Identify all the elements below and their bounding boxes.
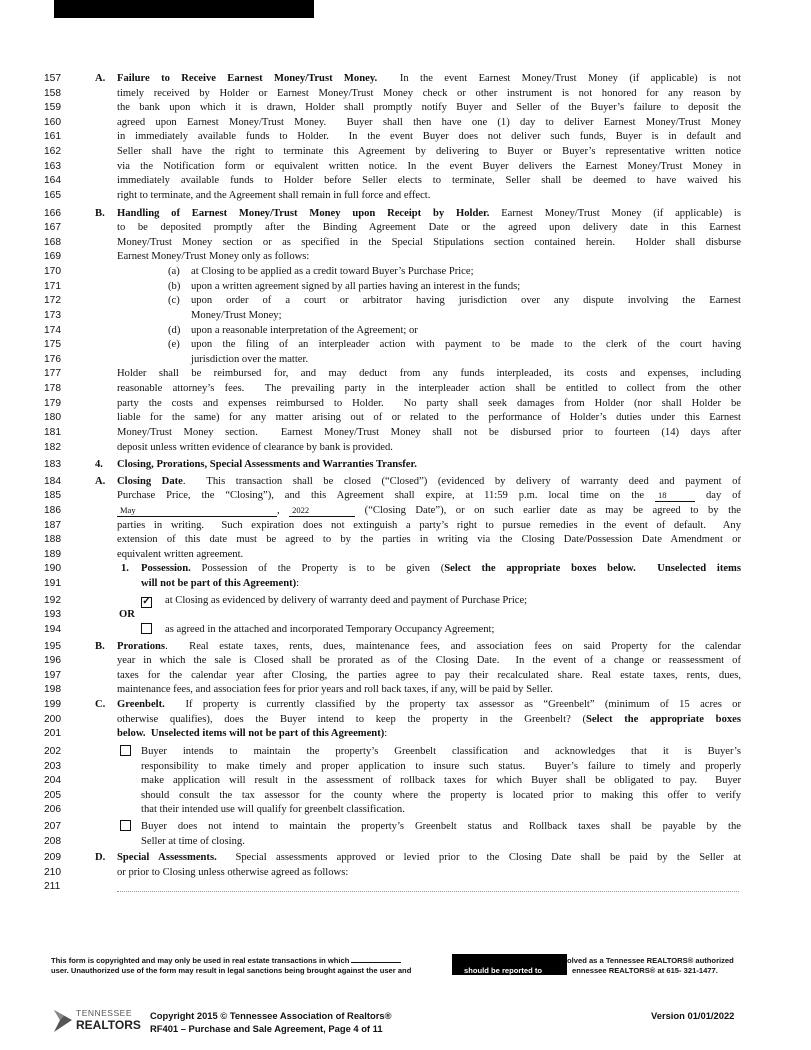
footer-line-2-text-b: should be reported to: [464, 966, 543, 975]
section-label: C.: [95, 699, 106, 711]
doc-line: [0, 189, 811, 203]
fill-in-value: 2022: [292, 504, 310, 515]
text-run: Possession.: [141, 563, 191, 575]
doc-line: [0, 640, 811, 654]
line-text: [117, 727, 387, 741]
text-run: should consult the tax assessor for the county where the property is located prior to making this offer to verify: [141, 789, 741, 801]
text-run: . This transaction shall be closed (“Closed”) (evidenced by delivery of warranty deed and payment of: [182, 475, 741, 487]
text-run: Special assessments approved or levied prior to the Closing Date shall be paid by the Seller at: [216, 852, 741, 864]
footer-line-2: [51, 966, 411, 975]
section-label: A.: [95, 475, 106, 487]
text-run: extension of this date must be agreed to by the parties in writing via the Closing Date/Possession Date Amendment or: [117, 534, 741, 546]
line-number: 163: [44, 160, 61, 172]
line-text: [117, 207, 741, 221]
fill-in-value: 18: [658, 490, 667, 501]
doc-line: [0, 426, 811, 440]
doc-line: [0, 207, 811, 221]
text-run: will not be part of this Agreement): [141, 578, 297, 590]
text-run: agreed upon Earnest Money/Trust Money. Buyer shall then have one (1) day to deliver Earnest Money/Trust Money: [117, 116, 741, 128]
text-run: Greenbelt.: [117, 699, 165, 711]
text-run: Holder shall be reimbursed for, and may deduct from any funds interpleaded, its costs and expenses, including: [117, 368, 741, 380]
line-number: 159: [44, 102, 61, 114]
line-number: 200: [44, 713, 61, 725]
doc-line: [0, 577, 811, 591]
doc-line: [0, 774, 811, 788]
text-run: at Closing to be applied as a credit toward Buyer’s Purchase Price;: [191, 266, 474, 278]
doc-line: [0, 397, 811, 411]
line-number: 167: [44, 222, 61, 234]
section-label: B.: [95, 207, 105, 219]
line-text: [117, 130, 741, 144]
line-text: [117, 866, 348, 880]
doc-line: [0, 309, 811, 323]
section-label: (b): [168, 280, 181, 292]
footer-line-1-text-b: olved as a Tennessee REALTORS® authorized: [567, 956, 734, 965]
doc-line: [0, 458, 811, 472]
doc-line: [0, 623, 811, 637]
text-run: Possession of the Property is to be given (: [190, 563, 445, 575]
line-text: [117, 851, 741, 865]
line-number: 206: [44, 804, 61, 816]
line-number: 201: [44, 728, 61, 740]
line-text: [141, 820, 741, 834]
line-number: 173: [44, 309, 61, 321]
text-run: parties in writing. Such expiration does not extinguish a party’s right to pursue remedies in the event of default. Any: [117, 519, 741, 531]
doc-line: [0, 221, 811, 235]
text-run: day of: [695, 490, 741, 502]
doc-line: [0, 382, 811, 396]
line-text: [141, 789, 741, 803]
text-run: jurisdiction over the matter.: [191, 353, 309, 365]
doc-line: [0, 489, 811, 503]
text-run: . Real estate taxes, rents, dues, maintenance fees, and association fees on said Property for the calendar: [165, 640, 741, 652]
line-text: [117, 548, 243, 562]
text-run: deposit unless written evidence of clearance by bank is provided.: [117, 441, 393, 453]
text-run: maintenance fees, and association fees for prior years and roll back taxes, if any, will be paid by Seller.: [117, 684, 553, 696]
doc-line: [0, 548, 811, 562]
doc-line: [0, 87, 811, 101]
doc-line: [0, 866, 811, 880]
section-label: (e): [168, 339, 180, 351]
text-run: If property is currently classified by the property tax assessor as “Greenbelt” (minimum of 15 acres or: [164, 699, 741, 711]
text-run: Closing, Prorations, Special Assessments and Warranties Transfer.: [117, 459, 417, 471]
text-run: ,: [277, 504, 290, 516]
text-run: OR: [119, 609, 135, 621]
text-run: make application will result in the assessment of rollback taxes for which Buyer shall be obligated to pay. Buyer: [141, 775, 741, 787]
text-run: Buyer does not intend to maintain the property’s Greenbelt status and Rollback taxes shall be payable by the: [141, 821, 741, 832]
footer-line-2-text-a: user. Unauthorized use of the form may result in legal sanctions being brought against the user and: [51, 966, 412, 975]
footer-line-2-right: [572, 966, 718, 975]
line-number: 169: [44, 251, 61, 263]
line-number: 194: [44, 623, 61, 635]
doc-line: [0, 789, 811, 803]
doc-line: [0, 280, 811, 294]
text-run: or prior to Closing unless otherwise agreed as follows:: [117, 866, 349, 878]
footer-line-1-right: [567, 956, 734, 965]
footer-line-1-text-a: This form is copyrighted and may only be used in real estate transactions in which: [51, 956, 350, 965]
doc-line: [0, 130, 811, 144]
line-number: 205: [44, 789, 61, 801]
line-text: [191, 265, 474, 279]
doc-line: [0, 533, 811, 547]
doc-line: [0, 713, 811, 727]
text-run: the bank upon which it is drawn, Holder shall promptly notify Buyer and Seller of the Buyer’s failure to deposit the: [117, 102, 741, 114]
line-text: [117, 713, 741, 727]
fill-in-blank[interactable]: [655, 490, 695, 502]
line-number: 190: [44, 563, 61, 575]
doc-line: [0, 236, 811, 250]
line-text: [117, 683, 553, 697]
text-run: Money/Trust Money;: [191, 309, 282, 321]
line-number: 211: [44, 881, 61, 893]
line-text: [141, 760, 741, 774]
section-label: (c): [168, 295, 180, 307]
line-text: [117, 489, 741, 503]
section-label: D.: [95, 852, 106, 864]
text-run: liable for the same) for any matter arising out of or related to the performance of Holder’s duties under this Earnest: [117, 412, 741, 424]
text-run: upon order of a court or arbitrator having jurisdiction over any dispute involving the Earnest: [191, 295, 741, 307]
text-run: responsibility to make timely and proper application to insure such status. Buyer’s failure to timely and properly: [141, 760, 741, 772]
line-text: [117, 533, 741, 547]
text-run: via the Notification form or equivalent written notice. In the event Buyer delivers the Earnest Money/Trust Money in: [117, 160, 741, 172]
section-label: B.: [95, 640, 105, 652]
line-text: [117, 221, 741, 235]
text-run: (“Closing Date”), or on such earlier date as may be agreed to by the: [355, 504, 741, 516]
doc-line: [0, 265, 811, 279]
line-number: 199: [44, 699, 61, 711]
text-run: In the event Earnest Money/Trust Money (if applicable) is not: [377, 73, 741, 84]
text-run: year in which the sale is Closed shall be prorated as of the Closing Date. In the event of a change or reassessment of: [117, 655, 741, 667]
line-text: [117, 72, 741, 86]
line-number: 171: [44, 280, 61, 292]
text-run: otherwise qualifies), does the Buyer intend to keep the property in the Greenbelt? (: [117, 713, 587, 725]
doc-line: [0, 835, 811, 849]
doc-line: [0, 411, 811, 425]
footer-version: Version 01/01/2022: [651, 1010, 735, 1021]
line-text: [117, 101, 741, 115]
line-number: 208: [44, 835, 61, 847]
line-text: [117, 87, 741, 101]
line-number: 210: [44, 866, 61, 878]
line-text: [191, 324, 418, 338]
line-text: [117, 160, 741, 174]
text-run: Prorations: [117, 640, 166, 652]
line-text: [119, 608, 135, 622]
line-text: [117, 426, 741, 440]
line-number: 168: [44, 236, 61, 248]
text-run: as agreed in the attached and incorporated Temporary Occupancy Agreement;: [165, 623, 495, 635]
line-text: [191, 338, 741, 352]
line-number: 180: [44, 412, 61, 424]
line-text: [141, 803, 405, 817]
fill-in-blank[interactable]: [117, 505, 277, 517]
line-number: 192: [44, 594, 61, 606]
line-number: 178: [44, 383, 61, 395]
doc-line: [0, 72, 811, 86]
line-number: 166: [44, 207, 61, 219]
text-run: Earnest Money/Trust Money only as follows:: [117, 251, 310, 263]
doc-line: [0, 683, 811, 697]
checkbox[interactable]: ✓: [142, 595, 151, 607]
line-text: [117, 382, 741, 396]
text-run: equivalent written agreement.: [117, 548, 244, 560]
fill-in-blank[interactable]: [289, 505, 355, 517]
text-run: upon a reasonable interpretation of the Agreement; or: [191, 324, 418, 336]
text-run: right to terminate, and the Agreement shall remain in full force and effect.: [117, 189, 431, 201]
line-text: [117, 174, 741, 188]
text-run: in immediately available funds to Holder. In the event Buyer does not deliver such funds, Buyer is in default and: [117, 131, 741, 143]
line-number: 181: [44, 426, 61, 438]
realtors-r-icon: [52, 1008, 74, 1034]
tennessee-realtors-logo: [52, 1006, 142, 1036]
doc-line: [0, 353, 811, 367]
text-run: Handling of Earnest Money/Trust Money upon Receipt by Holder.: [117, 207, 490, 219]
line-text: [191, 353, 308, 367]
line-number: 158: [44, 87, 61, 99]
text-run: Failure to Receive Earnest Money/Trust Money.: [117, 73, 378, 84]
doc-line: [0, 669, 811, 683]
line-number: 196: [44, 655, 61, 667]
line-number: 207: [44, 821, 61, 832]
text-run: Purchase Price, the “Closing”), and this Agreement shall expire, at 11:59 p.m. local time on the: [117, 490, 656, 502]
line-text: [117, 458, 417, 472]
line-text: [141, 577, 299, 591]
text-run: Money/Trust Money section. Earnest Money/Trust Money shall not be disbursed prior to fourteen (14) days after: [117, 426, 741, 438]
text-run: upon the filing of an interpleader action with payment to be made to the clerk of the court having: [191, 339, 741, 351]
line-text: [191, 309, 282, 323]
logo-text-top: TENNESSEE: [76, 1008, 132, 1018]
doc-line: [0, 727, 811, 741]
line-text: [117, 654, 741, 668]
doc-line: [0, 145, 811, 159]
text-run: party the costs and expenses reimbursed to Holder. No party shall seek damages from Holder (nor shall Holder be: [117, 397, 741, 409]
line-number: 188: [44, 534, 61, 546]
line-number: 209: [44, 852, 61, 864]
doc-line: [0, 475, 811, 489]
doc-line: [0, 504, 811, 518]
text-run: Earnest Money/Trust Money (if applicable) is: [489, 207, 741, 219]
doc-line: [0, 608, 811, 622]
text-run: immediately available funds to Holder before Seller elects to terminate, Seller shall be deemed to have waived his: [117, 175, 741, 187]
doc-line: [0, 519, 811, 533]
line-number: 204: [44, 775, 61, 787]
text-run: to be deposited promptly after the Binding Agreement Date or the agreed upon delivery date in this Earnest: [117, 222, 741, 234]
line-number: 185: [44, 490, 61, 502]
doc-line: [0, 367, 811, 381]
doc-line: [0, 160, 811, 174]
line-number: 175: [44, 339, 61, 351]
line-number: 162: [44, 146, 61, 158]
line-text: [141, 745, 741, 759]
checkbox[interactable]: [141, 623, 152, 634]
line-text: [141, 835, 245, 849]
line-text: [191, 280, 520, 294]
doc-line: [0, 324, 811, 338]
line-text: [191, 294, 741, 308]
text-run: taxes for the calendar year after Closing, the parties agree to pay their recalculated share. Real estate taxes, rents, dues,: [117, 669, 741, 681]
text-run: Select the appropriate boxes below. Unselected items: [444, 563, 741, 575]
section-label: (a): [168, 266, 180, 278]
line-number: 177: [44, 368, 61, 380]
line-text: [117, 411, 741, 425]
fill-in-value: May: [120, 504, 136, 515]
text-run: :: [384, 728, 388, 740]
line-number: 198: [44, 684, 61, 696]
doc-line: [0, 101, 811, 115]
line-text: [117, 698, 741, 712]
line-text: [117, 640, 741, 654]
text-run: at Closing as evidenced by delivery of warranty deed and payment of Purchase Price;: [165, 594, 528, 606]
text-run: Seller shall have the right to terminate this Agreement by delivering to Buyer or Buyer’s representative written notice: [117, 146, 741, 158]
line-text: [117, 519, 741, 533]
section-label: A.: [95, 73, 106, 84]
line-number: 164: [44, 175, 61, 187]
text-run: below. Unselected items will not be part of this Agreement): [117, 728, 385, 740]
line-number: 184: [44, 475, 61, 487]
doc-line: [0, 338, 811, 352]
redaction-bar-top: [54, 0, 314, 18]
doc-line: [0, 441, 811, 455]
text-run: Select the appropriate boxes: [586, 713, 741, 725]
line-text: [165, 623, 494, 637]
line-text: [117, 116, 741, 130]
text-run: reasonable attorney’s fees. The prevailing party in the interpleader action shall be entitled to collect from the other: [117, 383, 741, 395]
text-run: :: [296, 578, 300, 590]
section-label: 1.: [121, 563, 129, 575]
doc-line: [0, 654, 811, 668]
text-run: timely received by Holder or Earnest Money/Trust Money check or other instrument is not honored for any reason by: [117, 87, 741, 99]
footer-line-2-mid: [464, 966, 542, 975]
line-text: [117, 145, 741, 159]
line-number: 161: [44, 131, 61, 143]
text-run: Seller at time of closing.: [141, 835, 245, 847]
line-number: 197: [44, 669, 61, 681]
line-number: 176: [44, 353, 61, 365]
line-number: 189: [44, 548, 61, 560]
line-text: [117, 250, 309, 264]
text-run: Money/Trust Money section or as specified in the Special Stipulations section contained herein. Holder shall disburse: [117, 236, 741, 248]
line-number: 187: [44, 519, 61, 531]
line-number: 179: [44, 397, 61, 409]
line-number: 202: [44, 745, 61, 757]
doc-line: [0, 820, 811, 834]
line-number: 191: [44, 578, 61, 590]
line-number: 157: [44, 73, 61, 84]
line-number: 160: [44, 116, 61, 128]
doc-line: [0, 760, 811, 774]
footer-line-1: [51, 956, 401, 965]
line-text: [117, 441, 393, 455]
doc-line: [0, 116, 811, 130]
doc-line: [0, 294, 811, 308]
footer-line-2-text-c: ennessee REALTORS® at 615- 321-1477.: [572, 966, 718, 975]
line-text: [117, 475, 741, 489]
checkbox[interactable]: [120, 820, 131, 831]
line-number: 186: [44, 504, 61, 516]
line-number: 183: [44, 459, 61, 471]
checkbox[interactable]: [120, 745, 131, 756]
section-label: 4.: [95, 459, 103, 471]
section-label: (d): [168, 324, 181, 336]
doc-line: [0, 803, 811, 817]
doc-line: [0, 698, 811, 712]
doc-line: [0, 745, 811, 759]
line-number: 193: [44, 609, 61, 621]
doc-line: [0, 562, 811, 576]
line-number: 170: [44, 266, 61, 278]
line-text: [165, 594, 527, 608]
line-text: [141, 562, 741, 576]
line-text: [117, 397, 741, 411]
logo-text-bottom: REALTORS: [76, 1018, 141, 1032]
line-text: [117, 669, 741, 683]
line-number: 165: [44, 189, 61, 201]
line-number: 172: [44, 295, 61, 307]
line-text: [117, 236, 741, 250]
footer-form-title: RF401 – Purchase and Sale Agreement, Page 4 of 11: [150, 1023, 383, 1034]
line-number: 174: [44, 324, 61, 336]
doc-line: [0, 594, 811, 608]
line-number: 203: [44, 760, 61, 772]
text-run: Buyer intends to maintain the property’s Greenbelt classification and acknowledges that it is Buyer’s: [141, 745, 741, 757]
line-text: [117, 367, 741, 381]
doc-line: [0, 851, 811, 865]
text-run: Closing Date: [117, 475, 183, 487]
footer-copyright: Copyright 2015 © Tennessee Association of Realtors®: [150, 1010, 392, 1021]
line-text: [117, 189, 430, 203]
line-text: [141, 774, 741, 788]
text-run: that their intended use will qualify for greenbelt classification.: [141, 804, 405, 816]
line-number: 195: [44, 640, 61, 652]
doc-line: [0, 174, 811, 188]
line-number: 182: [44, 441, 61, 453]
line-211-rule: [117, 891, 739, 892]
text-run: Special Assessments.: [117, 852, 217, 864]
line-text: [117, 504, 741, 518]
text-run: upon a written agreement signed by all parties having an interest in the funds;: [191, 280, 521, 292]
doc-line: [0, 250, 811, 264]
